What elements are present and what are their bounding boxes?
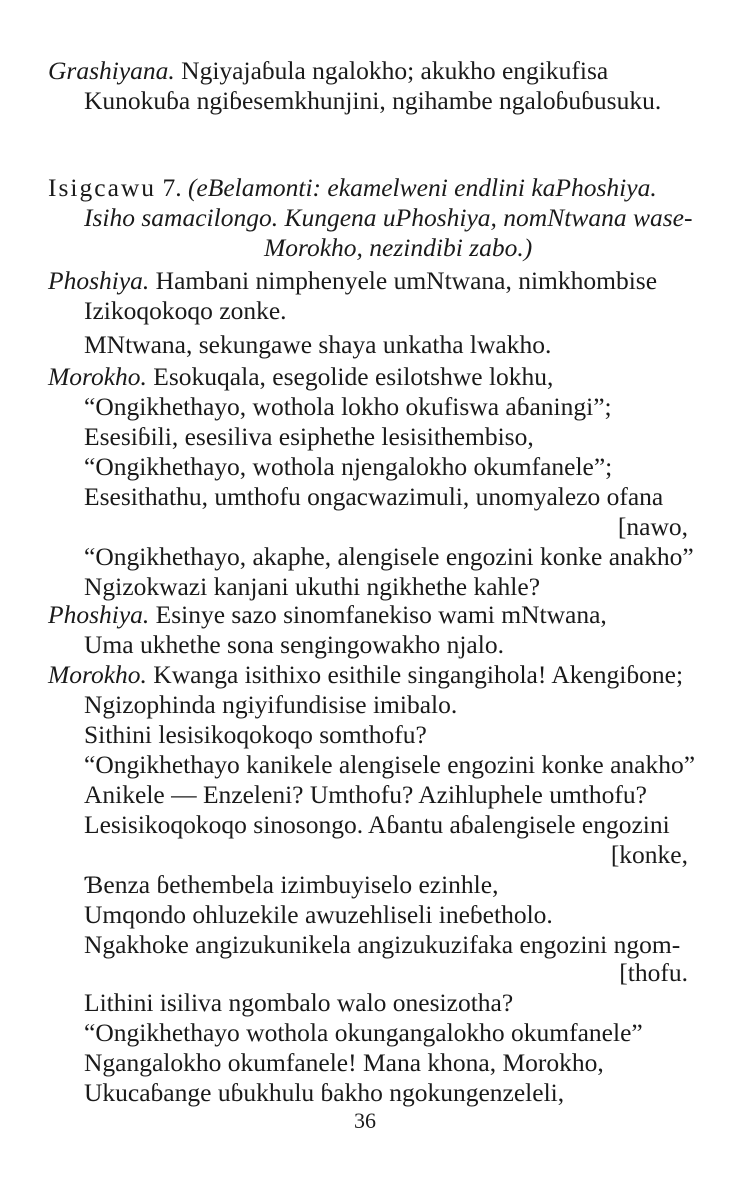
continuation-line: [nawo, — [617, 512, 688, 541]
speech-line: Lithini isiliva ngombalo walo onesizotha? — [84, 988, 514, 1017]
speaker-name: Phoshiya. — [48, 266, 150, 295]
speaker-name: Phoshiya. — [48, 600, 150, 629]
scene-label: Isigcawu — [48, 173, 157, 202]
speaker-name: Morokho. — [48, 362, 147, 391]
speech-text: Esokuqala, esegolide esilotshwe lokhu, — [153, 362, 554, 391]
speech-line: “Ongikhethayo kanikele alengisele engozini konke anakho” — [84, 750, 696, 779]
speech-line: Ɓenza ɓethembela izimbuyiselo ezinhle, — [84, 870, 499, 899]
speech-line: “Ongikhethayo wothola okungangalokho okumfanele” — [84, 1018, 643, 1047]
stage-direction: Morokho, nezindibi zabo.) — [264, 233, 533, 262]
speech-line: Uma ukhethe sona sengingowakho njalo. — [84, 630, 504, 659]
stage-direction: Isiho samacilongo. Kungena uPhoshiya, nomNtwana wase- — [84, 203, 693, 232]
speech-line: Ngizokwazi kanjani ukuthi ngikhethe kahle? — [84, 572, 541, 601]
stage-direction: (eBelamonti: ekamelweni endlini kaPhoshiya. — [187, 173, 657, 202]
speech-text: Ngiyajaɓula ngalokho; akukho engikufisa — [181, 56, 609, 85]
speech-line: Esesithathu, umthofu ongacwazimuli, unomyalezo ofana — [84, 482, 664, 511]
speech-line: Ngakhoke angizukunikela angizukuzifaka engozini ngom- — [84, 930, 681, 959]
speech-line: MNtwana, sekungawe shaya unkatha lwakho. — [84, 330, 552, 359]
speech-line: “Ongikhethayo, akaphe, alengisele engozini konke anakho” — [84, 542, 694, 571]
speech-line: Esesiɓili, esesiliva esiphethe lesisithembiso, — [84, 422, 534, 451]
scene-number: 7. — [162, 173, 182, 202]
speech-line: Umqondo ohluzekile awuzehliseli ineɓetholo. — [84, 900, 553, 929]
speech-line: Izikoqokoqo zonke. — [84, 296, 287, 325]
speech-line: “Ongikhethayo, wothola lokho okufiswa aɓaningi”; — [84, 392, 612, 421]
speech-line — [48, 56, 608, 86]
speech-text: Esinye sazo sinomfanekiso wami mNtwana, — [155, 600, 607, 629]
speech-line: Ngangalokho okumfanele! Mana khona, Morokho, — [84, 1048, 604, 1077]
continuation-line: [konke, — [610, 840, 688, 869]
speaker-name: Grashiyana. — [48, 56, 175, 85]
speech-text: Kwanga isithixo esithile singangihola! Akengiɓone; — [153, 660, 684, 689]
speaker-name: Morokho. — [48, 660, 147, 689]
speech-line: Anikele — Enzeleni? Umthofu? Azihluphele umthofu? — [84, 780, 647, 809]
speech-line — [48, 600, 607, 630]
speech-text: Hambani nimphenyele umNtwana, nimkhombise — [155, 266, 658, 295]
speech-line — [48, 362, 553, 392]
speech-line — [48, 266, 657, 296]
speech-line: “Ongikhethayo, wothola njengalokho okumfanele”; — [84, 452, 613, 481]
speech-line: Kunokuɓa ngiɓesemkhunjini, ngihambe ngaloɓuɓusuku. — [84, 86, 662, 115]
speech-line: Lesisikoqokoqo sinosongo. Aɓantu aɓalengisele engozini — [84, 810, 670, 839]
speech-line — [48, 660, 683, 690]
speech-line: Ukucaɓange uɓukhulu ɓakho ngokungenzeleli, — [84, 1078, 565, 1107]
continuation-line: [thofu. — [619, 958, 688, 987]
speech-line: Sithini lesisikoqokoqo somthofu? — [84, 720, 427, 749]
speech-line: Ngizophinda ngiyifundisise imibalo. — [84, 690, 458, 719]
page-number: 36 — [354, 1108, 376, 1133]
scene-heading — [48, 173, 657, 203]
